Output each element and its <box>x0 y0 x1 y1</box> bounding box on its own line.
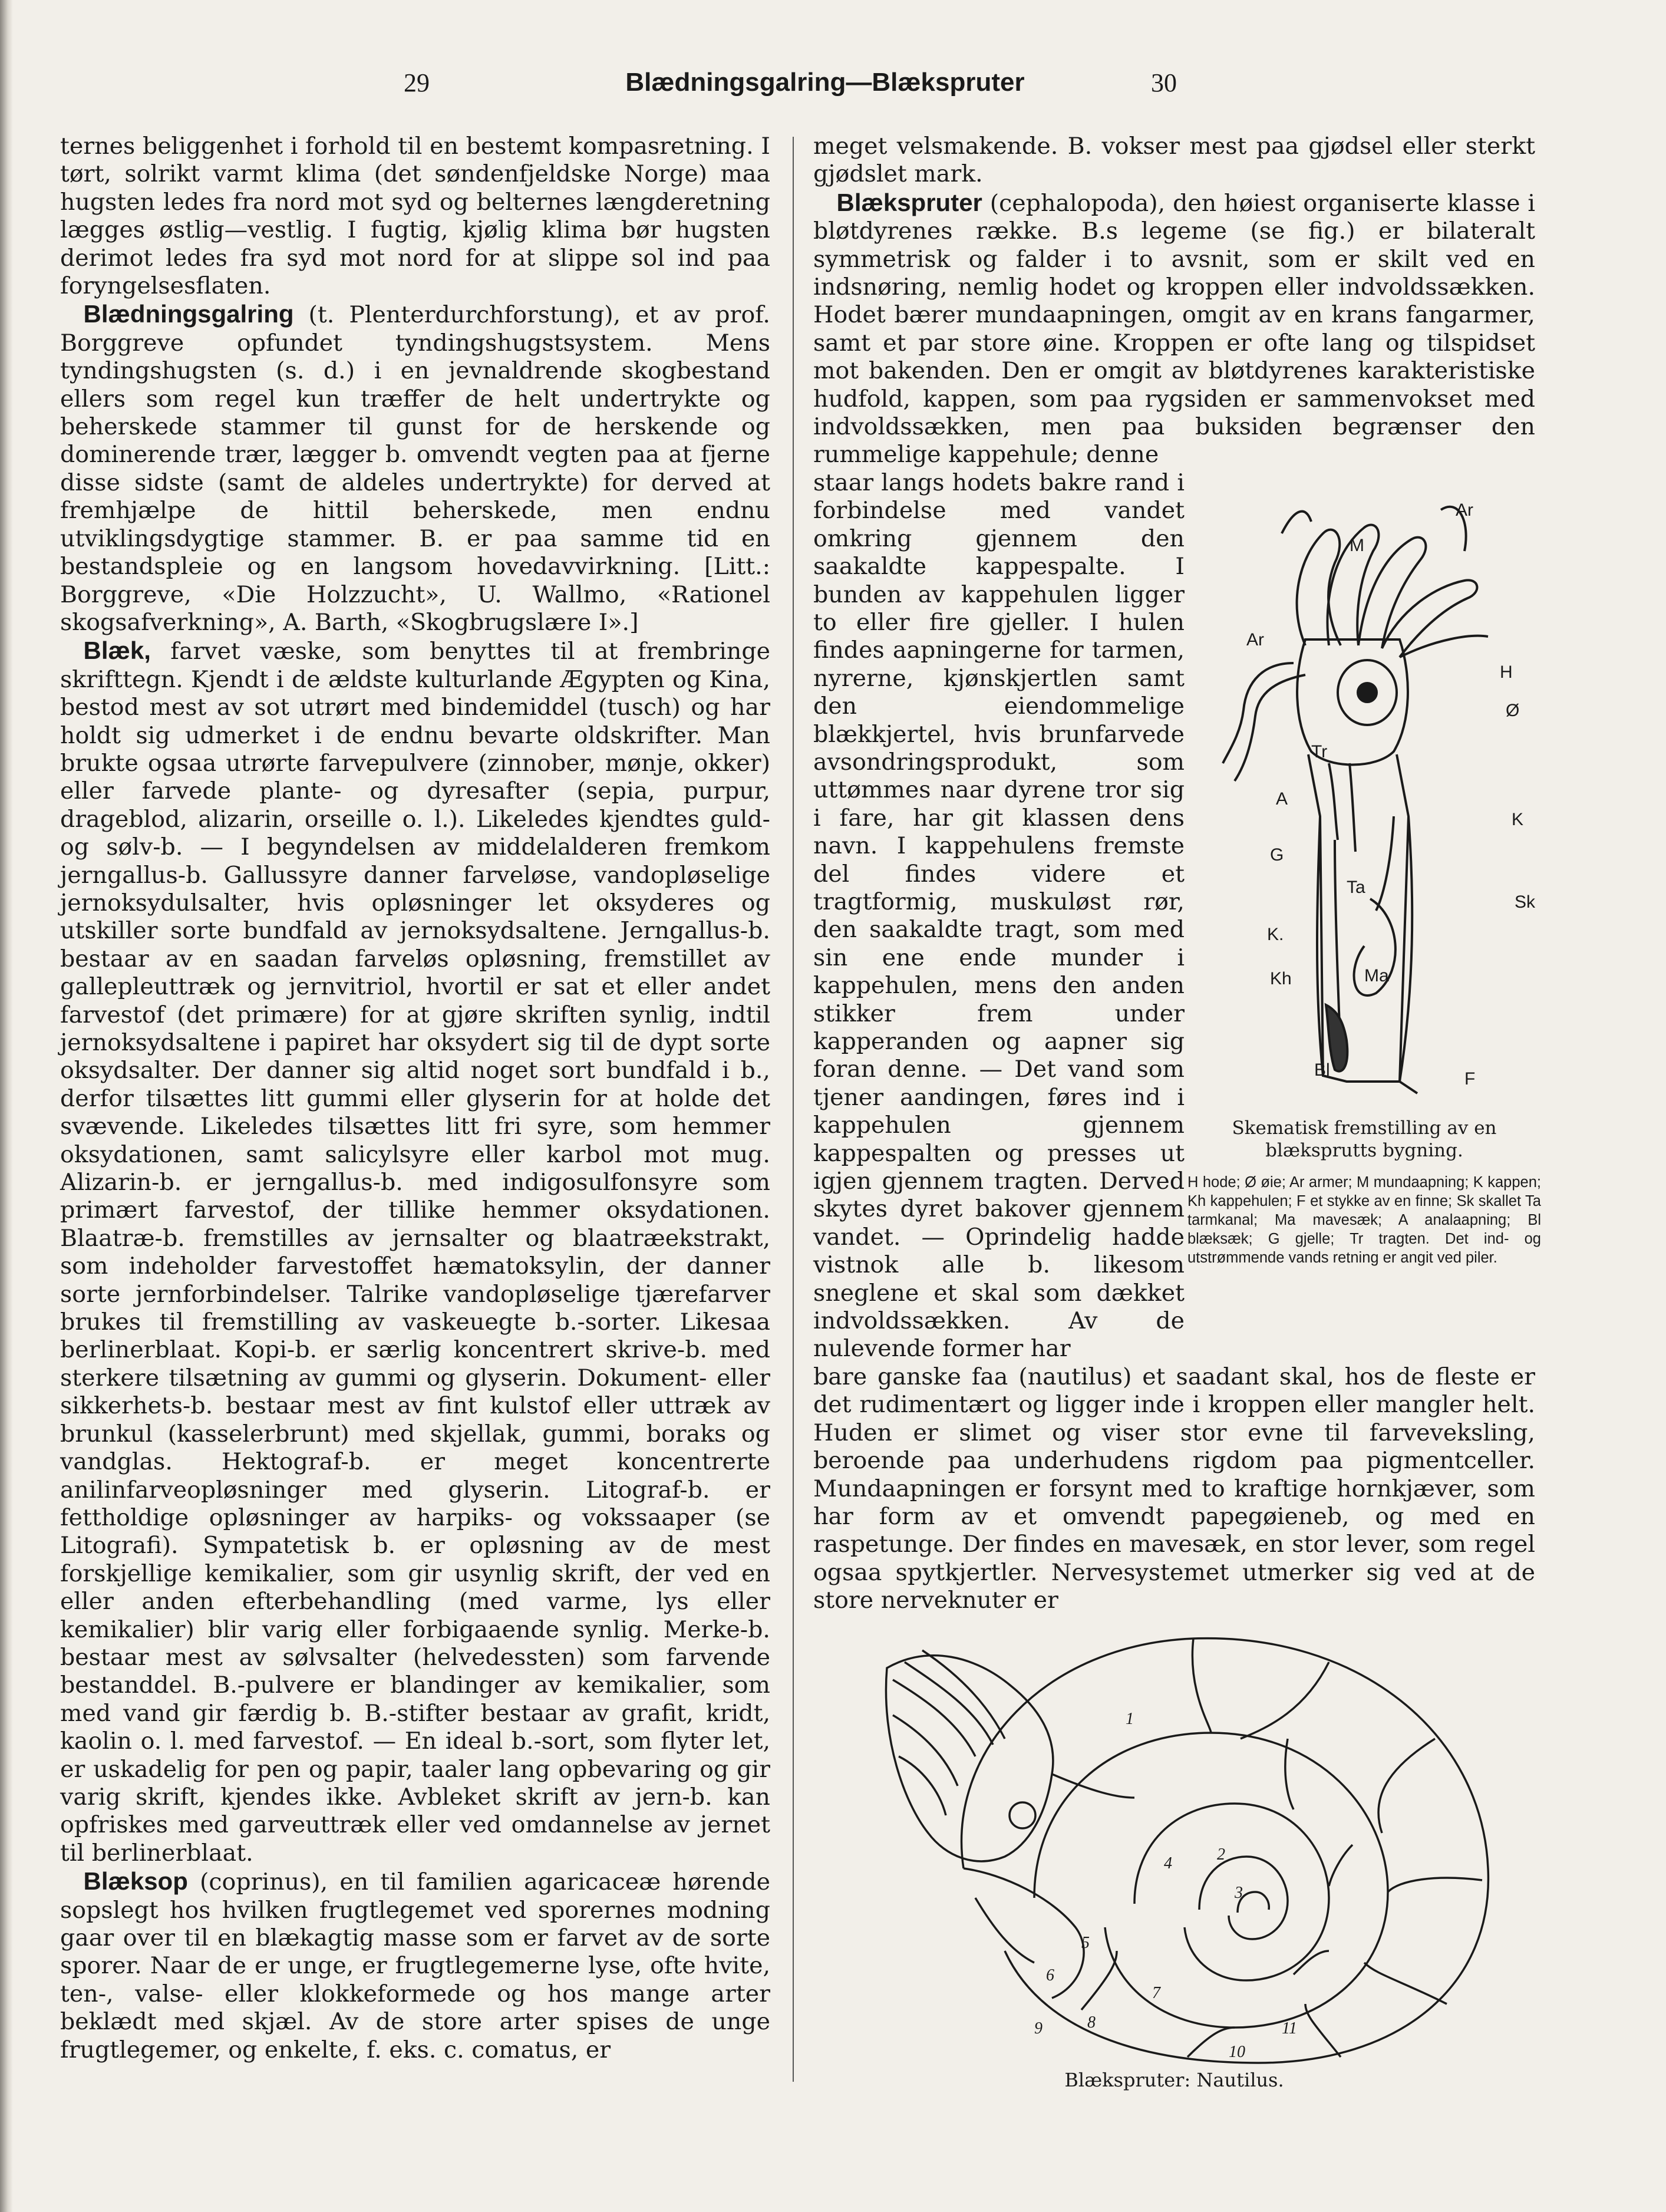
figure-squid-anatomy <box>1187 486 1541 1108</box>
left-column <box>60 133 770 2064</box>
figure-nautilus <box>857 1621 1535 2069</box>
figure-caption: Skematisk fremstilling av en blæksprutts bygning. <box>1232 1117 1497 1161</box>
entry-text: (t. Plenterdurchforstung), et av prof. Borggreve opfundet tyndingshugstsystem. Mens tyndingshugsten (s. d.) i en jevnaldrende skogbestand ellers som regel kun træffer de helt undertrykte og beherskede stammer til gunst for de herskende og dominerende trær, lægger b. omvendt vegten paa at fjerne disse sidste (samt de aldeles undertrykte) for derved at fremhjælpe de hittil beherskede, men endnu utviklingsdygtige stammer. B. er paa samme tid en bestandspleie og en langsom hovedavvirkning. [Litt.: Borggreve, «Die Holzzucht», U. Wallmo, «Rationel skogsafverkning», A. Barth, «Skogbrugslære I».] <box>60 301 770 636</box>
running-head: Blædningsgalring—Blækspruter <box>625 68 1025 97</box>
nautilus-number-7: 7 <box>1152 1984 1160 2002</box>
nautilus-number-4: 4 <box>1164 1854 1172 1873</box>
nautilus-number-10: 10 <box>1229 2043 1245 2061</box>
label-oe: Ø <box>1506 701 1520 720</box>
label-k-left: K. <box>1267 925 1284 944</box>
page-number-right: 30 <box>1151 68 1177 97</box>
figure-key: H hode; Ø øie; Ar armer; M mundaapning; K kappen; Kh kappehulen; F et stykke av en finne; Sk skallet Ta tarmkanal; Ma mavesæk; A analaapning; Bl blæksæk; G gjelle; Tr tragten. Det ind- og utstrømmende vands retning er angit ved piler. <box>1187 1174 1541 1266</box>
entry-blaekspruter <box>813 189 1535 469</box>
entry-blaedningsgalring <box>60 300 770 637</box>
label-f: F <box>1464 1069 1476 1089</box>
label-kh: Kh <box>1270 969 1292 988</box>
label-m: M <box>1350 536 1364 555</box>
column-divider <box>793 137 794 2082</box>
entry-headword: Blæk, <box>83 637 151 665</box>
entry-headword: Blækspruter <box>836 188 982 216</box>
label-ta: Ta <box>1347 878 1365 897</box>
figure-caption-nautilus: Blækspruter: Nautilus. <box>1064 2069 1284 2091</box>
label-ma: Ma <box>1364 966 1389 985</box>
entry-blaeksop <box>60 1867 770 2064</box>
label-ar-left: Ar <box>1246 630 1264 650</box>
label-ar-top: Ar <box>1456 500 1473 520</box>
nautilus-number-5: 5 <box>1081 1934 1090 1952</box>
nautilus-number-9: 9 <box>1034 2019 1043 2038</box>
label-a: A <box>1276 789 1288 809</box>
nautilus-diagram <box>857 1621 1535 2069</box>
page-number-left: 29 <box>404 68 430 97</box>
entry-blaek <box>60 637 770 1867</box>
entry-text: (coprinus), en til familien agaricaceæ hørende sopslegt hos hvilken frugtlegemet ved sporernes modning gaar over til en blækagtig masse som er farvet av de sorte sporer. Naar de er unge, er frugtlegemerne lyse, ofte hvite, ten-, valse- eller klokkeformede og hos mange arter beklædt med skjæl. Av de store arter spises de unge frugtlegemer, og enkelte, f. eks. c. comatus, er <box>60 1868 770 2063</box>
label-tr: Tr <box>1311 742 1328 761</box>
paragraph-continuation: meget velsmakende. B. vokser mest paa gjødsel eller sterkt gjødslet mark. <box>813 133 1535 188</box>
label-bl: Bl <box>1314 1060 1330 1080</box>
entry-text-continued: bare ganske faa (nautilus) et saadant skal, hos de fleste er det rudimentært og ligger inde i kroppen eller mangler helt. Huden er slimet og viser stor evne til farveveksling, beroende paa underhudens rigdom paa pigmentceller. Mundaapningen er forsynt med to kraftige hornkjæver, som har form av et omvendt papegøieneb, og med en raspetunge. Der findes en mavesæk, en stor lever, som regel ogsaa spytkjertler. Nervesystemet utmerker sig ved at de store nerveknuter er <box>813 1363 1535 1614</box>
entry-text: (cephalopoda), den høiest organiserte klasse i bløtdyrenes række. B.s legeme (se fig.) er bilateralt symmetrisk og falder i to avsnit, som er skilt ved en indsnøring, nemlig hodet og kroppen eller indvoldssækken. Hodet bærer mundaapningen, omgit av en krans fangarmer, samt et par store øine. Kroppen er ofte lang og tilspidset mot bakenden. Den er omgit av bløtdyrenes karakteristiske hudfold, kappen, som paa rygsiden er sammenvokset med indvoldssækken, men paa buksiden begrænser den rummelige kappehule; denne <box>813 189 1535 469</box>
entry-text-wrapped: staar langs hodets bakre rand i forbindelse med vandet omkring gjennem den saakaldte kappespalte. I bunden av kappehulen ligger to eller fire gjeller. I hulen findes aapningerne for tarmen, nyrerne, kjønskjertlen samt den eiendommelige blækkjertel, hvis brunfarvede avsondringsprodukt, som uttømmes naar dyrene tror sig i fare, har git klassen dens navn. I kappehulens fremste del findes videre et tragtformig, muskuløst rør, den saakaldte tragt, som med sin ene ende munder i kappehulen, mens den anden stikker frem under kapperanden og aapner sig foran denne. — Det vand som tjener aandingen, føres ind i kappehulen gjennem kappespalten og presses ut igjen gjennem tragten. Derved skytes dyret bakover gjennem vandet. — Oprindelig hadde vistnok alle b. likesom sneglene et skal som dækket indvoldssækken. Av de nulevende former har <box>813 469 1185 1363</box>
entry-text: farvet væske, som benyttes til at frembringe skrifttegn. Kjendt i de ældste kulturlande Ægypten og Kina, bestod mest av sot utrørt med bindemiddel (tusch) og har holdt sig udmerket i de endnu bevarte oldskrifter. Man brukte ogsaa utrørte farvepulvere (zinnober, mønje, okker) eller farvede plante- og dyresafter (sepia, purpur, drageblod, alizarin, orseille o. l.). Likeledes kjendtes guld- og sølv-b. — I begyndelsen av middelalderen fremkom jerngallus-b. Gallussyre danner farveløse, vandopløselige jernoksydulsalter, hvis opløsninger let oksyderes og utskiller sorte bundfald av jernoksydsaltene. Jerngallus-b. bestaar av en saadan farveløs opløsning, fremstillet av gallepleuttræk og jernvitriol, hvortil er sat et eller andet farvestof (det primære) for at gjøre skriften synlig, indtil jernoksydsaltene i papiret har oksydert sig til de dypt sorte oksydsalter. Der danner sig altid noget sort bundfald i b., derfor tilsættes litt gummi eller glyserin for at holde det svævende. Likeledes tilsættes litt fri syre, som hemmer oksydationen, samt salicylsyre eller karbol mot mug. Alizarin-b. er jerngallus-b. med indigosulfonsyre som primært farvestof, der tillike hemmer oksydationen. Blaatræ-b. fremstilles av jernsalter og blaatræekstrakt, som indeholder farvestoffet hæmatoksylin, der danner sorte jernforbindelser. Talrike vandopløselige tjærefarver brukes til fremstilling av vaskeuegte b.-sorter. Likesaa berlinerblaat. Kopi-b. er særlig koncentrert skrive-b. med sterkere tilsætning av gummi og glyserin. Dokument- eller sikkerhets-b. bestaar mest av fint kulstof eller uttræk av brunkul (kasselerbrunt) med skjellak, gummi, boraks og vandglas. Hektograf-b. er meget koncentrerte anilinfarveopløsninger med glyserin. Litograf-b. er fettholdige opløsninger av harpiks- og vokssaaper (se Litografi). Sympatetisk b. er opløsning av de mest forskjellige kemikalier, som gir usynlig skrift, der ved en eller anden efterbehandling (med varme, lys eller kemikalier) blir varig eller forbigaaende synlig. Merke-b. bestaar mest av sølvsalter (helvedessten) som farvende bestanddel. B.-pulvere er blandinger av kemikalier, som med vand gir færdig b. B.-stifter bestaar av grafit, kridt, kaolin o. l. med farvestof. — En ideal b.-sort, som flyter let, er uskadelig for pen og papir, taaler lang opbevaring og gir varig skrift, kjendes ikke. Avbleket skrift av jern-b. kan opfriskes med garveuttræk eller ved omdannelse av jernet til berlinerblaat. <box>60 638 770 1867</box>
nautilus-number-8: 8 <box>1087 2013 1096 2032</box>
nautilus-number-11: 11 <box>1282 2019 1297 2038</box>
label-g: G <box>1270 845 1284 865</box>
squid-diagram <box>1187 486 1541 1108</box>
nautilus-number-2: 2 <box>1217 1845 1225 1864</box>
label-sk: Sk <box>1515 892 1536 912</box>
entry-headword: Blæksop <box>83 1867 188 1895</box>
page-header <box>59 68 1591 109</box>
nautilus-number-1: 1 <box>1126 1710 1134 1728</box>
entry-headword: Blædningsgalring <box>83 300 294 328</box>
book-spine-edge <box>0 0 13 2212</box>
paragraph-continuation: ternes beliggenhet i forhold til en bestemt kompasretning. I tørt, solrikt varmt klima (det søndenfjeldske Norge) maa hugsten ledes fra nord mot syd og belternes længderetning lægges østlig—vestlig. I fugtig, kjølig klima bør hugsten derimot ledes fra syd mot nord for at slippe sol ind paa foryngelsesflaten. <box>60 133 770 300</box>
nautilus-number-3: 3 <box>1235 1884 1243 1902</box>
label-k-right: K <box>1512 810 1524 829</box>
label-h: H <box>1500 662 1513 682</box>
nautilus-number-6: 6 <box>1046 1966 1054 1984</box>
